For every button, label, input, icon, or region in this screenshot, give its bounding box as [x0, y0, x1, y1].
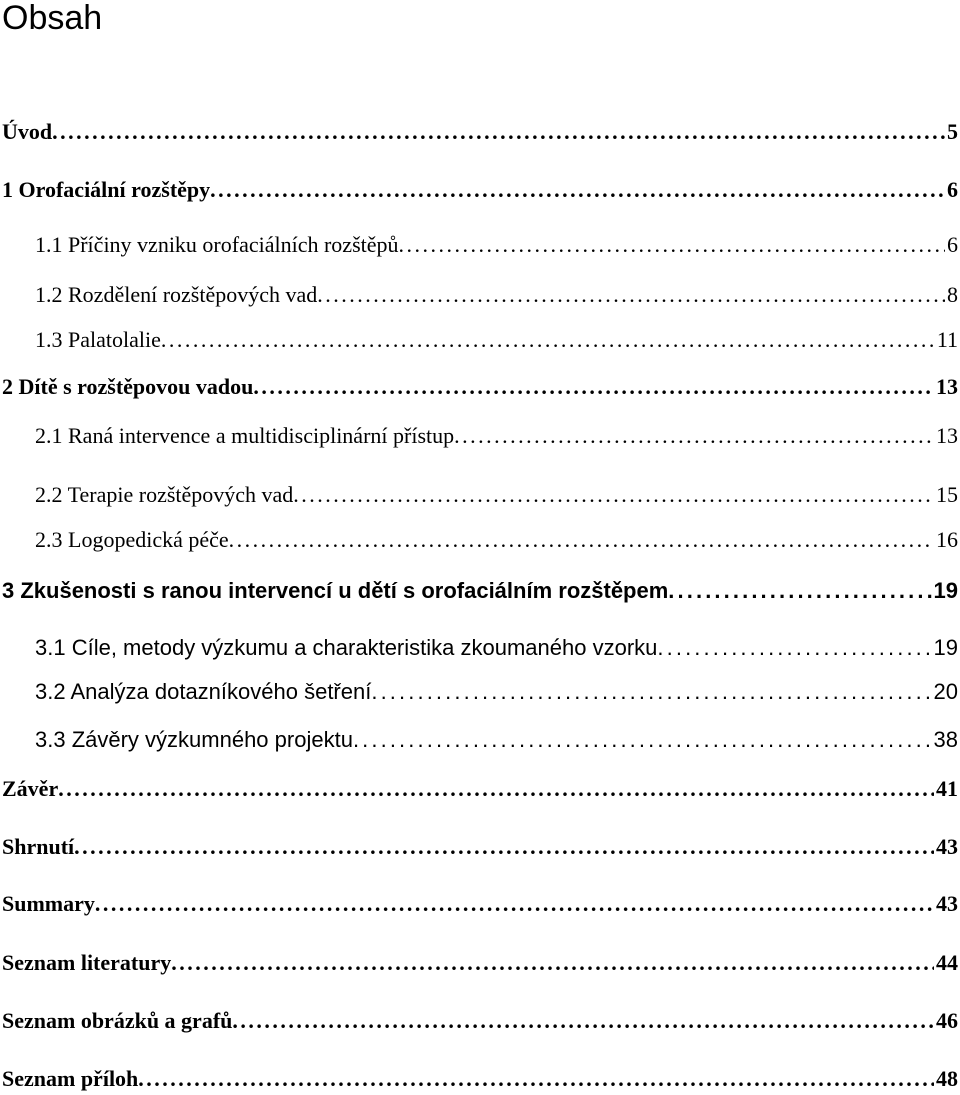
toc-page-number: 19 [933, 578, 958, 603]
toc-page-number: 8 [947, 282, 958, 307]
toc-dot-leader [161, 324, 935, 356]
toc-entry-seznam-obrazku[interactable] [2, 1005, 958, 1037]
toc-page-number: 16 [936, 527, 958, 552]
toc-entry-text: Shrnutí [2, 834, 75, 859]
toc-page-number: 13 [936, 423, 958, 448]
toc-page-number: 11 [936, 327, 958, 352]
toc-entry-section-1-3[interactable] [35, 324, 958, 356]
toc-dot-leader [232, 1005, 934, 1037]
toc-entry-section-3-2[interactable] [35, 676, 958, 708]
toc-entry-text: Seznam literatury [2, 950, 172, 975]
toc-page-number: 46 [936, 1008, 958, 1033]
toc-dot-leader [454, 420, 934, 452]
toc-page-number: 43 [936, 834, 958, 859]
toc-page-number: 43 [936, 891, 958, 916]
toc-entry-text: 2.1 Raná intervence a multidisciplinární přístup [35, 423, 455, 448]
toc-page-number: 41 [936, 776, 958, 801]
toc-entry-text: 1.2 Rozdělení rozštěpových vad [35, 282, 318, 307]
toc-dot-leader [171, 947, 934, 979]
toc-entry-text: 1.3 Palatolalie [35, 327, 161, 352]
toc-entry-section-2-2[interactable] [35, 479, 958, 511]
toc-entry-section-1-1[interactable] [35, 229, 958, 261]
toc-entry-text: Závěr [2, 776, 59, 801]
toc-entry-text: Seznam příloh [2, 1066, 139, 1091]
page-title: Obsah [2, 0, 103, 37]
toc-dot-leader [253, 371, 934, 403]
toc-entry-chapter-1[interactable] [2, 174, 958, 206]
toc-page-number: 19 [933, 635, 958, 660]
toc-entry-seznam-literatury[interactable] [2, 947, 958, 979]
toc-entry-chapter-2[interactable] [2, 371, 958, 403]
toc-entry-text: 3.1 Cíle, metody výzkumu a charakteristika zkoumaného vzorku [35, 635, 658, 660]
toc-dot-leader [210, 174, 945, 206]
toc-entry-text: 2.2 Terapie rozštěpových vad [35, 482, 294, 507]
toc-entry-text: 3.2 Analýza dotazníkového šetření [35, 679, 372, 704]
toc-dot-leader [74, 831, 934, 863]
toc-page-number: 6 [947, 232, 958, 257]
toc-dot-leader [229, 524, 934, 556]
toc-page-number: 38 [933, 727, 958, 752]
toc-entry-seznam-priloh[interactable] [2, 1063, 958, 1095]
toc-dot-leader [668, 575, 931, 607]
toc-entry-section-3-3[interactable] [35, 724, 958, 756]
toc-entry-section-2-1[interactable] [35, 420, 958, 452]
toc-entry-summary[interactable] [2, 888, 958, 920]
toc-dot-leader [58, 773, 934, 805]
toc-entry-shrnuti[interactable] [2, 831, 958, 863]
toc-page-number: 6 [947, 177, 958, 202]
toc-entry-text: 2.3 Logopedická péče [35, 527, 229, 552]
toc-dot-leader [353, 724, 932, 756]
toc-page-number: 5 [947, 119, 958, 144]
toc-entry-section-2-3[interactable] [35, 524, 958, 556]
toc-entry-text: 1.1 Příčiny vzniku orofaciálních rozštěpů [35, 232, 399, 257]
toc-dot-leader [293, 479, 934, 511]
toc-page-number: 13 [936, 374, 958, 399]
toc-dot-leader [138, 1063, 934, 1095]
toc-dot-leader [371, 676, 931, 708]
toc-page-number: 15 [936, 482, 958, 507]
toc-entry-text: Seznam obrázků a grafů [2, 1008, 233, 1033]
toc-page-number: 20 [933, 679, 958, 704]
toc-entry-chapter-3[interactable] [2, 575, 958, 607]
toc-dot-leader [399, 229, 945, 261]
toc-dot-leader [657, 632, 931, 664]
toc-entry-section-3-1[interactable] [35, 632, 958, 664]
toc-entry-text: 3 Zkušenosti s ranou intervencí u dětí s orofaciálním rozštěpem [2, 578, 669, 603]
toc-dot-leader [317, 279, 945, 311]
toc-entry-text: Summary [2, 891, 95, 916]
toc-entry-text: 3.3 Závěry výzkumného projektu [35, 727, 353, 752]
toc-entry-text: 1 Orofaciální rozštěpy [2, 177, 211, 202]
toc-entry-text: Úvod [2, 119, 53, 144]
toc-entry-uvod[interactable] [2, 116, 958, 148]
toc-entry-zaver[interactable] [2, 773, 958, 805]
toc-page-number: 48 [936, 1066, 958, 1091]
toc-dot-leader [95, 888, 934, 920]
toc-entry-section-1-2[interactable] [35, 279, 958, 311]
toc-dot-leader [52, 116, 945, 148]
toc-entry-text: 2 Dítě s rozštěpovou vadou [2, 374, 254, 399]
toc-page-number: 44 [936, 950, 958, 975]
